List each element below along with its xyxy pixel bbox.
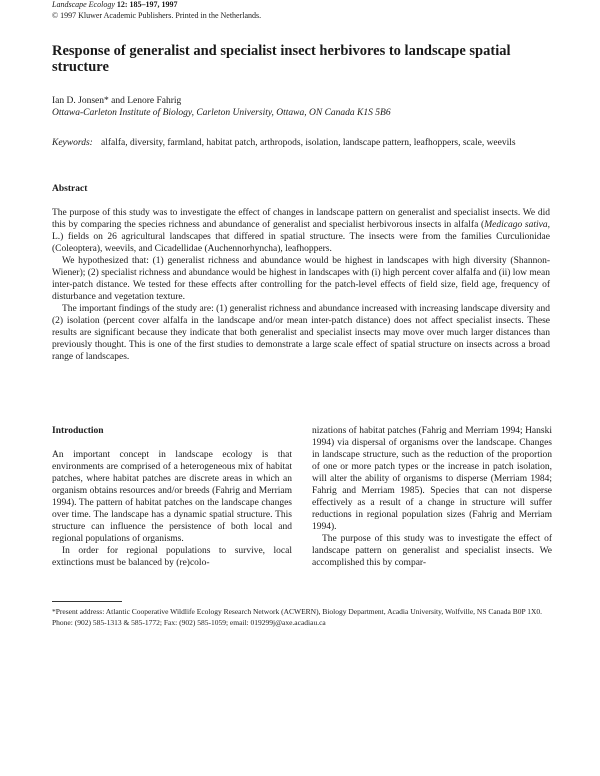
intro-paragraph: In order for regional populations to survive, local extinctions must be balanced by (re)colo- — [52, 546, 292, 568]
keywords-label: Keywords: — [52, 138, 93, 148]
intro-paragraph: An important concept in landscape ecology is that environments are comprised of a heterogeneous mix of habitat patches, where habitat patches are discrete areas in which an organism obtains resources and/or breeds (Fahrig and Merriam 1994). The pattern of habitat patches on the landscape changes over time. The landscape has a dynamic spatial structure. This structure can influence the persistence of both local and regional populations of organisms. — [52, 450, 292, 544]
abstract-heading: Abstract — [52, 184, 88, 194]
footnote: *Present address: Atlantic Cooperative Wildlife Ecology Research Network (ACWERN), Biology Department, Acadia University, Wolfville, NS Canada B0P 1X0. Phone: (902) 585-1313 & 585-1772; Fax: (902) 585-1059; email: 019299j@axe.acadiau.ca — [52, 607, 543, 627]
footnote-rule — [52, 601, 122, 602]
abstract-paragraph-2: We hypothesized that: (1) generalist richness and abundance would be highest in landscapes with high diversity (Shannon-Wiener); (2) specialist richness and abundance would be highest in landscapes with (i) high percent cover alfalfa and (ii) low mean inter-patch distance. We tested for these effects after controlling for the patch-level effects of field size, field age, frequency of disturbance and vegetation texture. — [52, 256, 550, 302]
intro-paragraph: The purpose of this study was to investigate the effect of landscape pattern on generalist and specialist insects. We accomplished this by compar- — [312, 534, 552, 568]
introduction-column-left — [52, 449, 292, 569]
journal-issue: 12: 185–197, 1997 — [114, 0, 178, 9]
keywords-text: alfalfa, diversity, farmland, habitat patch, arthropods, isolation, landscape pattern, leafhoppers, scale, weevils — [101, 138, 516, 148]
affiliation: Ottawa-Carleton Institute of Biology, Carleton University, Ottawa, ON Canada K1S 5B6 — [52, 108, 391, 118]
abstract-body — [52, 207, 550, 363]
keywords — [52, 137, 552, 149]
abstract-p1-text-b: , L.) fields on 26 agricultural landscapes that differed in spatial structure. The insects were from the families Curculionidae (Coleoptera), weevils, and Cicadellidae (Auchennorhyncha), leafhoppers. — [52, 220, 550, 254]
abstract-p1-text-a: The purpose of this study was to investigate the effect of changes in landscape pattern on generalist and specialist insects. We did this by comparing the species richness and abundance of generalist and specialist herbivorous insects in alfalfa ( — [52, 208, 550, 230]
introduction-column-right — [312, 425, 552, 569]
species-name: Medicago sativa — [484, 220, 548, 230]
introduction-heading: Introduction — [52, 426, 104, 436]
publisher-line: © 1997 Kluwer Academic Publishers. Printed in the Netherlands. — [52, 11, 262, 20]
abstract-paragraph-1 — [52, 207, 550, 255]
paper-title: Response of generalist and specialist insect herbivores to landscape spatial structure — [52, 43, 511, 75]
journal-name: Landscape Ecology — [52, 0, 115, 9]
abstract-paragraph-3: The important findings of the study are: (1) generalist richness and abundance increased with increasing landscape diversity and (2) isolation (percent cover alfalfa in the landscape and/or mean inter-patch distance) does not affect specialist insects. These results are significant because they indicate that both generalist and specialist insects may move over much larger distances than previously thought. This is one of the first studies to demonstrate a large scale effect of spatial structure on insects across a broad range of landscapes. — [52, 304, 550, 362]
intro-paragraph: nizations of habitat patches (Fahrig and Merriam 1994; Hanski 1994) via dispersal of organisms over the landscape. Changes in landscape structure, such as the reduction of the proportion of one or more patch types or the increase in patch isolation, will alter the ability of organisms to disperse (Merriam 1984; Fahrig and Merriam 1985). Species that can not disperse effectively as a result of a change in structure will suffer reductions in regional population sizes (Fahrig and Merriam 1994). — [312, 426, 552, 532]
authors: Ian D. Jonsen* and Lenore Fahrig — [52, 96, 182, 106]
journal-citation — [52, 0, 178, 10]
